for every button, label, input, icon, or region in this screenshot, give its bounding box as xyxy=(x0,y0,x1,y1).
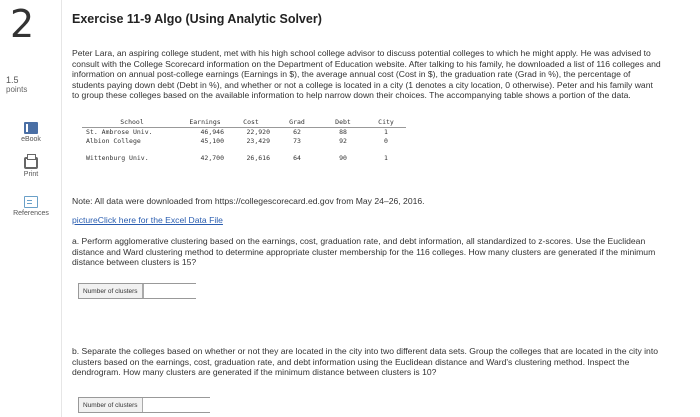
table-cell: Wittenburg Univ. xyxy=(86,154,149,162)
column-header: City xyxy=(366,118,406,128)
table-cell: 45,100 xyxy=(200,137,224,145)
data-table xyxy=(82,118,406,163)
table-cell: 42,700 xyxy=(200,154,224,162)
column-header: Earnings xyxy=(182,118,228,128)
table-cell: 62 xyxy=(293,128,301,136)
table-row xyxy=(82,128,406,138)
part-a-clusters-input[interactable] xyxy=(143,284,262,298)
print-label: Print xyxy=(23,171,39,178)
table-cell: 92 xyxy=(339,137,347,145)
question-number: 2 xyxy=(10,2,35,46)
part-b-clusters-input[interactable] xyxy=(143,398,261,412)
data-table-image xyxy=(82,118,474,183)
column-header: Cost xyxy=(228,118,274,128)
points-label: points xyxy=(6,85,28,94)
table-cell: 23,429 xyxy=(246,137,270,145)
table-cell: 1 xyxy=(384,154,388,162)
part-a-answer-group xyxy=(78,283,196,299)
table-ellipsis-row xyxy=(82,146,406,154)
document-icon xyxy=(24,196,38,208)
references-button[interactable] xyxy=(0,196,62,217)
table-cell: Albion College xyxy=(86,137,141,145)
column-header: Grad xyxy=(274,118,320,128)
points-value: 1.5 xyxy=(6,75,19,85)
table-cell: 1 xyxy=(384,128,388,136)
table-cell: 73 xyxy=(293,137,301,145)
excel-data-link[interactable]: pictureClick here for the Excel Data File xyxy=(72,215,223,225)
book-icon xyxy=(24,122,38,134)
part-a-answer-label: Number of clusters xyxy=(79,284,143,298)
exercise-intro: Peter Lara, an aspiring college student, met with his high school college advisor to discuss potential colleges to which he might apply. He was advised to consult with the College Scorecard information on the Department of Education website. After talking to his family, he downloaded a list of 116 colleges and information on annual post-college earnings (Earnings in $), the average annual cost (Cost in $), the graduation rate (Grad in %), the percentage of students paying down debt (Debt in %), and whether or not a college is located in a city (1 denotes a city location, 0 otherwise). Peter and his family want to group these colleges based on the available information to help narrow down their choices. The accompanying table shows a portion of the data. xyxy=(72,48,661,101)
table-row xyxy=(82,137,406,146)
table-cell: 22,920 xyxy=(246,128,270,136)
exercise-title: Exercise 11-9 Algo (Using Analytic Solver) xyxy=(72,12,322,26)
table-header-row xyxy=(82,118,406,128)
part-b-answer-label: Number of clusters xyxy=(79,398,143,412)
ebook-button[interactable] xyxy=(0,122,62,143)
print-button[interactable] xyxy=(0,157,62,178)
table-cell: 0 xyxy=(384,137,388,145)
table-cell: 64 xyxy=(293,154,301,162)
printer-icon xyxy=(24,157,38,169)
column-header: School xyxy=(82,118,182,128)
part-a-question: a. Perform agglomerative clustering based on the earnings, cost, graduation rate, and debt information, all standardized to z-scores. Use the Euclidean distance and Ward clustering method to determine appropriate cluster membership for the 116 colleges. How many clusters are generated if the minimum distance between clusters is 15? xyxy=(72,236,656,268)
table-cell: 26,616 xyxy=(246,154,270,162)
table-cell: St. Ambrose Univ. xyxy=(86,128,153,136)
ebook-label: eBook xyxy=(21,136,41,143)
table-cell: 88 xyxy=(339,128,347,136)
table-cell: 46,946 xyxy=(200,128,224,136)
data-source-note: Note: All data were downloaded from https://collegescorecard.ed.gov from May 24–26, 2016. xyxy=(72,196,425,206)
sidebar xyxy=(0,0,62,417)
column-header: Debt xyxy=(320,118,366,128)
part-b-question: b. Separate the colleges based on whether or not they are located in the city into two different data sets. Group the colleges that are located in the city into clusters based on the earnings, cost, graduation rate, and debt information using the Euclidean distance and Ward's clustering method. Inspect the dendrogram. How many clusters are generated if the minimum distance between clusters is 10? xyxy=(72,346,659,378)
references-label: References xyxy=(13,210,49,217)
table-cell: 90 xyxy=(339,154,347,162)
table-row xyxy=(82,154,406,163)
part-b-answer-group xyxy=(78,397,210,413)
